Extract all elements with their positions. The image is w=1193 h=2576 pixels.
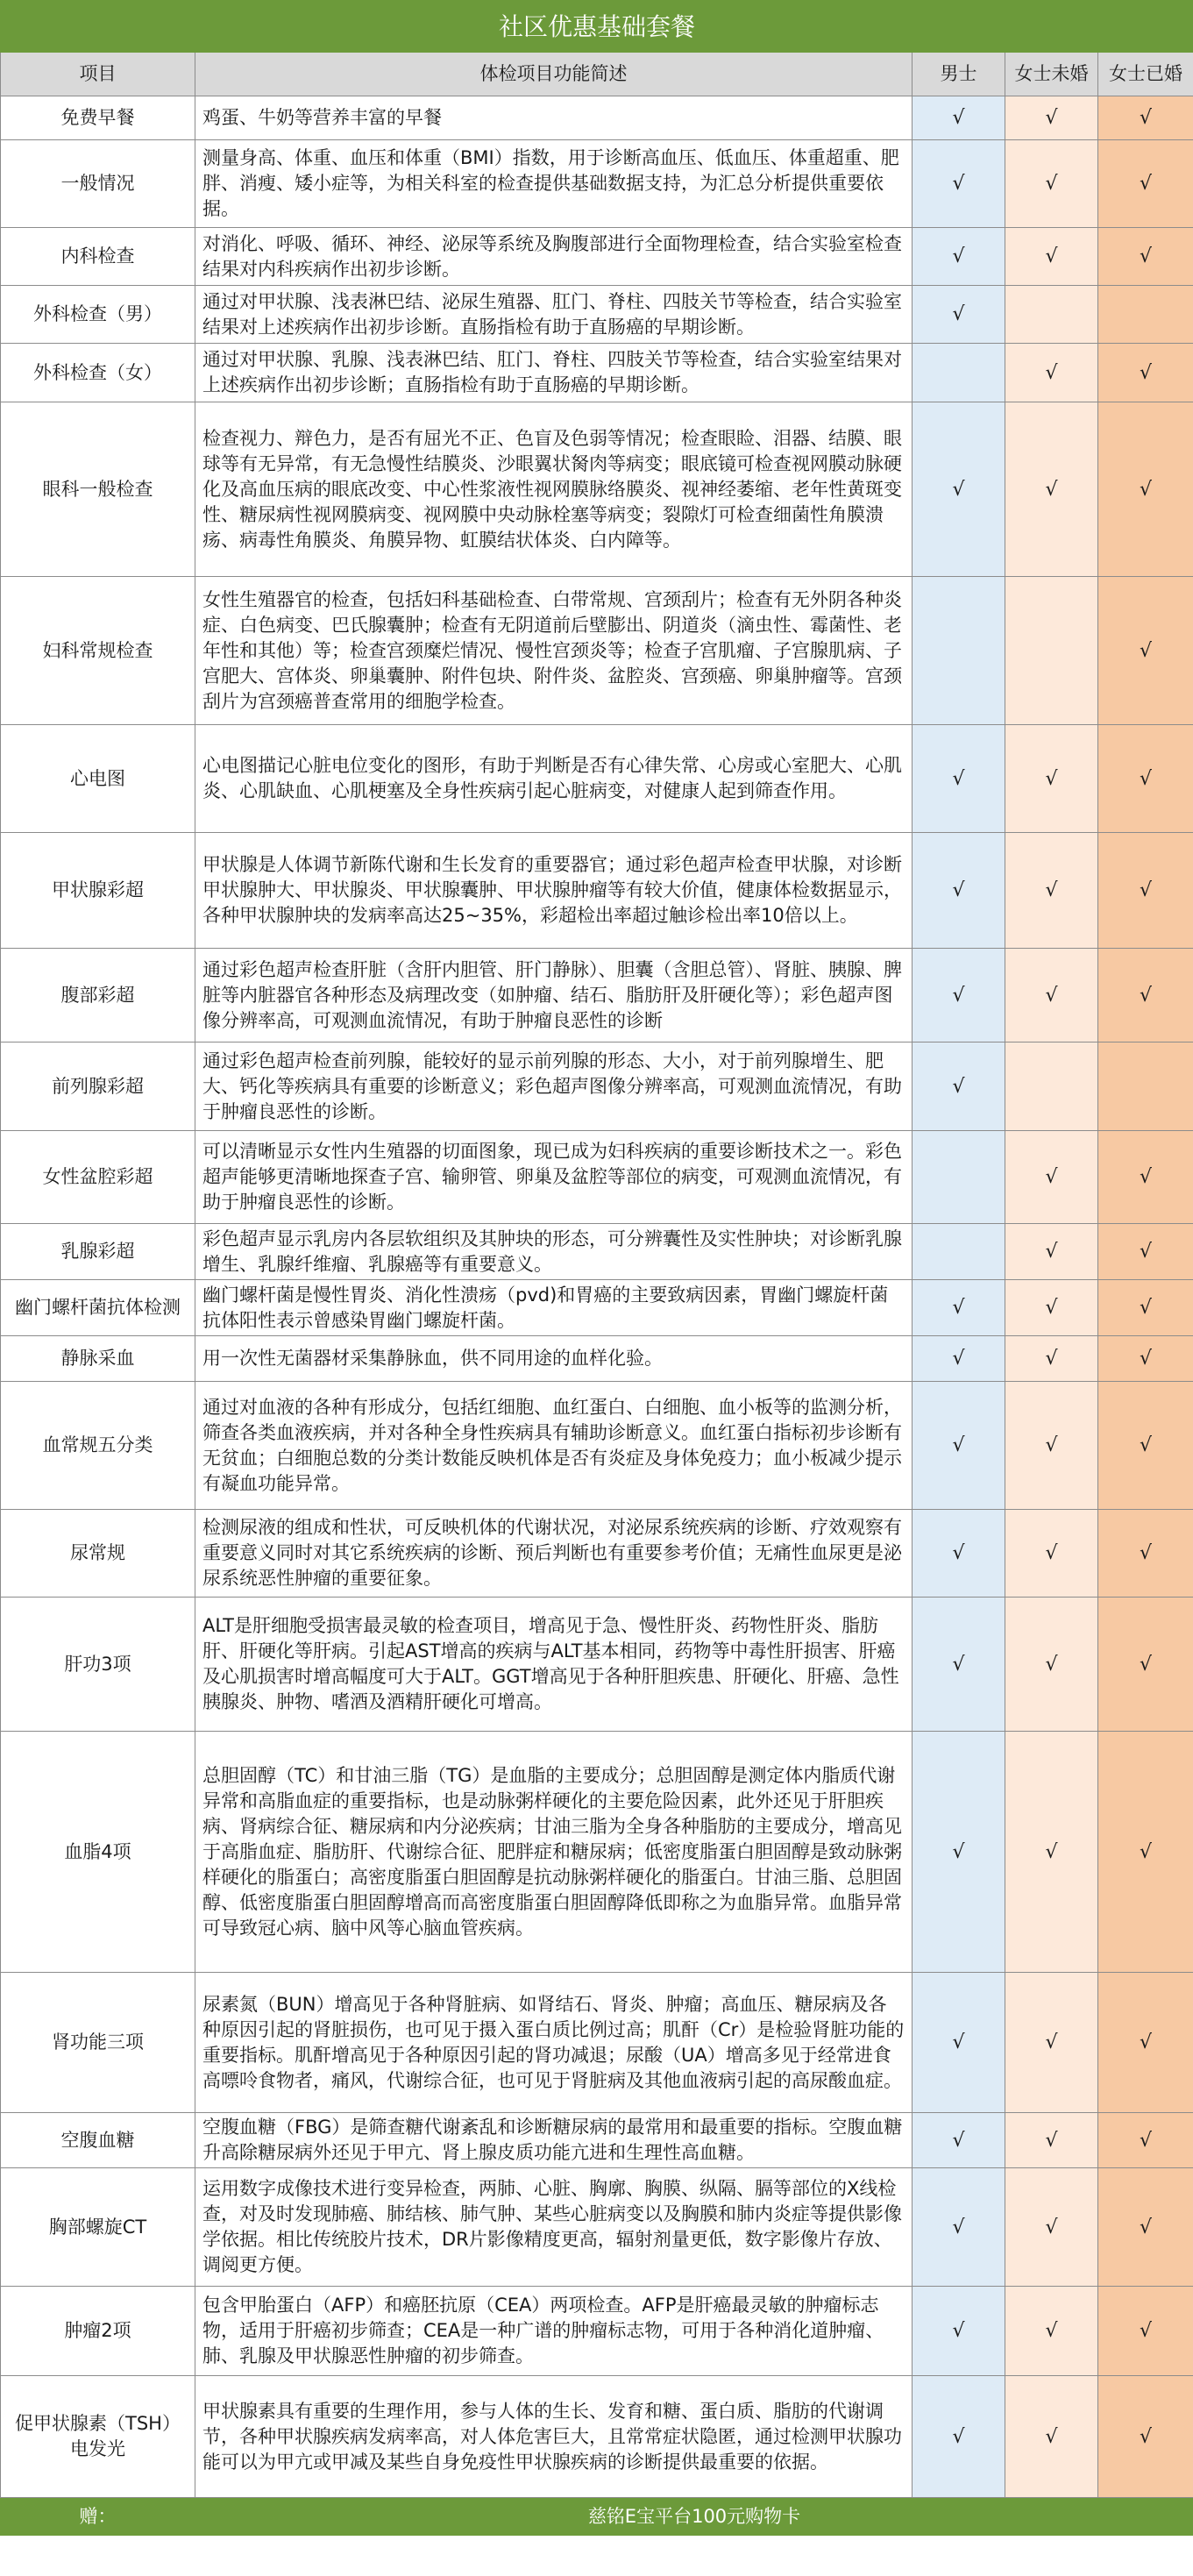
female-married-check: √ — [1098, 96, 1193, 140]
female-married-check: √ — [1098, 2287, 1193, 2376]
item-name: 幽门螺杆菌抗体检测 — [1, 1280, 195, 1336]
female-unmarried-check — [1005, 286, 1098, 344]
female-married-check: √ — [1098, 1336, 1193, 1382]
footer-label: 赠： — [1, 2498, 195, 2536]
female-married-check — [1098, 1042, 1193, 1131]
item-description: 心电图描记心脏电位变化的图形，有助于判断是否有心律失常、心房或心室肥大、心肌炎、心肌缺血、心肌梗塞及全身性疾病引起心脏病变，对健康人起到筛查作用。 — [195, 725, 913, 833]
table-row — [1, 2168, 1193, 2287]
male-check: √ — [913, 2113, 1005, 2168]
male-check: √ — [913, 2168, 1005, 2287]
item-description: 通过彩色超声检查肝脏（含肝内胆管、肝门静脉）、胆囊（含胆总管）、肾脏、胰腺、脾脏等内脏器官各种形态及病理改变（如肿瘤、结石、脂肪肝及肝硬化等）；彩色超声图像分辨率高，可观测血流情况，有助于肿瘤良恶性的诊断 — [195, 949, 913, 1042]
table-row — [1, 1280, 1193, 1336]
female-married-check: √ — [1098, 2113, 1193, 2168]
female-married-check: √ — [1098, 1598, 1193, 1732]
female-unmarried-check: √ — [1005, 2287, 1098, 2376]
item-name: 肝功3项 — [1, 1598, 195, 1732]
table-row — [1, 402, 1193, 577]
table-row — [1, 1510, 1193, 1598]
female-unmarried-check: √ — [1005, 1382, 1098, 1510]
female-unmarried-check: √ — [1005, 140, 1098, 228]
female-married-check: √ — [1098, 1280, 1193, 1336]
female-unmarried-check: √ — [1005, 833, 1098, 949]
item-description: 测量身高、体重、血压和体重（BMI）指数，用于诊断高血压、低血压、体重超重、肥胖、消瘦、矮小症等，为相关科室的检查提供基础数据支持，为汇总分析提供重要依据。 — [195, 140, 913, 228]
male-check: √ — [913, 1336, 1005, 1382]
item-name: 免费早餐 — [1, 96, 195, 140]
table-row — [1, 228, 1193, 286]
item-name: 女性盆腔彩超 — [1, 1131, 195, 1224]
female-unmarried-check: √ — [1005, 344, 1098, 402]
item-name: 尿常规 — [1, 1510, 195, 1598]
male-check: √ — [913, 402, 1005, 577]
female-married-check: √ — [1098, 228, 1193, 286]
female-married-check: √ — [1098, 1510, 1193, 1598]
item-description: 女性生殖器官的检查，包括妇科基础检查、白带常规、宫颈刮片；检查有无外阴各种炎症、白色病变、巴氏腺囊肿；检查有无阴道前后壁膨出、阴道炎（滴虫性、霉菌性、老年性和其他）等；检查宫颈糜烂情况、慢性宫颈炎等；检查子宫肌瘤、子宫腺肌病、子宫肥大、宫体炎、卵巢囊肿、附件包块、附件炎、盆腔炎、宫颈癌、卵巢肿瘤等。宫颈刮片为宫颈癌普查常用的细胞学检查。 — [195, 577, 913, 725]
table-row — [1, 96, 1193, 140]
table-row — [1, 1732, 1193, 1973]
female-married-check: √ — [1098, 1973, 1193, 2113]
item-name: 静脉采血 — [1, 1336, 195, 1382]
female-unmarried-check: √ — [1005, 1336, 1098, 1382]
male-check: √ — [913, 1280, 1005, 1336]
female-married-check: √ — [1098, 1732, 1193, 1973]
page-title: 社区优惠基础套餐 — [1, 1, 1193, 53]
male-check: √ — [913, 1510, 1005, 1598]
female-married-check: √ — [1098, 1224, 1193, 1280]
item-name: 血脂4项 — [1, 1732, 195, 1973]
item-name: 肾功能三项 — [1, 1973, 195, 2113]
item-description: 对消化、呼吸、循环、神经、泌尿等系统及胸腹部进行全面物理检查，结合实验室检查结果对内科疾病作出初步诊断。 — [195, 228, 913, 286]
female-unmarried-check: √ — [1005, 1973, 1098, 2113]
table-row — [1, 1131, 1193, 1224]
male-check: √ — [913, 2287, 1005, 2376]
table-body — [1, 96, 1193, 2498]
item-name: 血常规五分类 — [1, 1382, 195, 1510]
item-description: ALT是肝细胞受损害最灵敏的检查项目，增高见于急、慢性肝炎、药物性肝炎、脂肪肝、肝硬化等肝病。引起AST增高的疾病与ALT基本相同，药物等中毒性肝损害、肝癌及心肌损害时增高幅度可大于ALT。GGT增高见于各种肝胆疾患、肝硬化、肝癌、急性胰腺炎、肿物、嗜酒及酒精肝硬化可增高。 — [195, 1598, 913, 1732]
female-married-check: √ — [1098, 1131, 1193, 1224]
footer-row — [1, 2498, 1193, 2536]
item-description: 通过对血液的各种有形成分，包括红细胞、血红蛋白、白细胞、血小板等的监测分析，筛查各类血液疾病，并对各种全身性疾病具有辅助诊断意义。血红蛋白指标初步诊断有无贫血；白细胞总数的分类计数能反映机体是否有炎症及身体免疫力；血小板减少提示有凝血功能异常。 — [195, 1382, 913, 1510]
header-item: 项目 — [1, 53, 195, 96]
table-row — [1, 140, 1193, 228]
item-name: 胸部螺旋CT — [1, 2168, 195, 2287]
item-description: 甲状腺是人体调节新陈代谢和生长发育的重要器官；通过彩色超声检查甲状腺，对诊断甲状腺肿大、甲状腺炎、甲状腺囊肿、甲状腺肿瘤等有较大价值，健康体检数据显示，各种甲状腺肿块的发病率高达25~35%，彩超检出率超过触诊检出率10倍以上。 — [195, 833, 913, 949]
item-name: 空腹血糖 — [1, 2113, 195, 2168]
item-name: 外科检查（男） — [1, 286, 195, 344]
female-married-check: √ — [1098, 2376, 1193, 2498]
female-married-check: √ — [1098, 949, 1193, 1042]
item-description: 运用数字成像技术进行变异检查，两肺、心脏、胸廓、胸膜、纵隔、膈等部位的X线检查，对及时发现肺癌、肺结核、肺气肿、某些心脏病变以及胸膜和肺内炎症等提供影像学依据。相比传统胶片技术，DR片影像精度更高，辐射剂量更低，数字影像片存放、调阅更方便。 — [195, 2168, 913, 2287]
female-unmarried-check: √ — [1005, 96, 1098, 140]
header-desc: 体检项目功能简述 — [195, 53, 913, 96]
male-check — [913, 577, 1005, 725]
female-unmarried-check: √ — [1005, 2113, 1098, 2168]
female-unmarried-check: √ — [1005, 2168, 1098, 2287]
table-row — [1, 286, 1193, 344]
female-unmarried-check: √ — [1005, 2376, 1098, 2498]
female-married-check: √ — [1098, 402, 1193, 577]
table-row — [1, 1042, 1193, 1131]
female-unmarried-check: √ — [1005, 402, 1098, 577]
female-unmarried-check: √ — [1005, 725, 1098, 833]
female-married-check: √ — [1098, 2168, 1193, 2287]
item-name: 肿瘤2项 — [1, 2287, 195, 2376]
item-description: 鸡蛋、牛奶等营养丰富的早餐 — [195, 96, 913, 140]
item-name: 甲状腺彩超 — [1, 833, 195, 949]
item-name: 妇科常规检查 — [1, 577, 195, 725]
item-name: 心电图 — [1, 725, 195, 833]
item-description: 通过对甲状腺、乳腺、浅表淋巴结、肛门、脊柱、四肢关节等检查，结合实验室结果对上述疾病作出初步诊断；直肠指检有助于直肠癌的早期诊断。 — [195, 344, 913, 402]
male-check: √ — [913, 833, 1005, 949]
item-name: 腹部彩超 — [1, 949, 195, 1042]
male-check: √ — [913, 1973, 1005, 2113]
female-unmarried-check: √ — [1005, 1131, 1098, 1224]
female-unmarried-check: √ — [1005, 1280, 1098, 1336]
item-description: 甲状腺素具有重要的生理作用，参与人体的生长、发育和糖、蛋白质、脂肪的代谢调节，各种甲状腺疾病发病率高，对人体危害巨大，且常常症状隐匿，通过检测甲状腺功能可以为甲亢或甲减及某些自身免疫性甲状腺疾病的诊断提供最重要的依据。 — [195, 2376, 913, 2498]
male-check: √ — [913, 949, 1005, 1042]
item-description: 总胆固醇（TC）和甘油三脂（TG）是血脂的主要成分；总胆固醇是测定体内脂质代谢异常和高脂血症的重要指标，也是动脉粥样硬化的主要危险因素，此外还见于肝胆疾病、肾病综合征、糖尿病和内分泌疾病；甘油三脂为全身各种脂肪的主要成分，增高见于高脂血症、脂肪肝、代谢综合征、肥胖症和糖尿病；低密度脂蛋白胆固醇是致动脉粥样硬化的脂蛋白；高密度脂蛋白胆固醇是抗动脉粥样硬化的脂蛋白。甘油三脂、总胆固醇、低密度脂蛋白胆固醇增高而高密度脂蛋白胆固醇降低即称之为血脂异常。血脂异常可导致冠心病、脑中风等心脑血管疾病。 — [195, 1732, 913, 1973]
male-check: √ — [913, 1042, 1005, 1131]
table-row — [1, 725, 1193, 833]
item-name: 眼科一般检查 — [1, 402, 195, 577]
item-name: 内科检查 — [1, 228, 195, 286]
male-check — [913, 1131, 1005, 1224]
table-row — [1, 1973, 1193, 2113]
male-check: √ — [913, 140, 1005, 228]
item-description: 通过对甲状腺、浅表淋巴结、泌尿生殖器、肛门、脊柱、四肢关节等检查，结合实验室结果对上述疾病作出初步诊断。直肠指检有助于直肠癌的早期诊断。 — [195, 286, 913, 344]
header-female-unmarried: 女士未婚 — [1005, 53, 1098, 96]
item-description: 通过彩色超声检查前列腺，能较好的显示前列腺的形态、大小，对于前列腺增生、肥大、钙化等疾病具有重要的诊断意义；彩色超声图像分辨率高，可观测血流情况，有助于肿瘤良恶性的诊断。 — [195, 1042, 913, 1131]
female-unmarried-check — [1005, 1042, 1098, 1131]
item-description: 检查视力、辩色力，是否有屈光不正、色盲及色弱等情况；检查眼睑、泪器、结膜、眼球等有无异常，有无急慢性结膜炎、沙眼翼状胬肉等病变；眼底镜可检查视网膜动脉硬化及高血压病的眼底改变、中心性浆液性视网膜脉络膜炎、视神经萎缩、老年性黄斑变性、糖尿病性视网膜病变、视网膜中央动脉栓塞等病变；裂隙灯可检查细菌性角膜溃疡、病毒性角膜炎、角膜异物、虹膜结状体炎、白内障等。 — [195, 402, 913, 577]
female-married-check: √ — [1098, 140, 1193, 228]
male-check — [913, 344, 1005, 402]
female-unmarried-check — [1005, 577, 1098, 725]
female-married-check: √ — [1098, 833, 1193, 949]
table-row — [1, 1382, 1193, 1510]
item-description: 彩色超声显示乳房内各层软组织及其肿块的形态，可分辨囊性及实性肿块；对诊断乳腺增生、乳腺纤维瘤、乳腺癌等有重要意义。 — [195, 1224, 913, 1280]
footer-gift: 慈铭E宝平台100元购物卡 — [195, 2498, 1193, 2536]
male-check: √ — [913, 96, 1005, 140]
female-unmarried-check: √ — [1005, 1732, 1098, 1973]
table-row — [1, 949, 1193, 1042]
item-description: 空腹血糖（FBG）是筛查糖代谢紊乱和诊断糖尿病的最常用和最重要的指标。空腹血糖升高除糖尿病外还见于甲亢、肾上腺皮质功能亢进和生理性高血糖。 — [195, 2113, 913, 2168]
item-description: 可以清晰显示女性内生殖器的切面图象，现已成为妇科疾病的重要诊断技术之一。彩色超声能够更清晰地探查子宫、输卵管、卵巢及盆腔等部位的病变，可观测血流情况，有助于肿瘤良恶性的诊断。 — [195, 1131, 913, 1224]
table-row — [1, 577, 1193, 725]
female-married-check: √ — [1098, 725, 1193, 833]
female-married-check: √ — [1098, 344, 1193, 402]
header-row — [1, 53, 1193, 96]
item-description: 用一次性无菌器材采集静脉血，供不同用途的血样化验。 — [195, 1336, 913, 1382]
female-married-check: √ — [1098, 1382, 1193, 1510]
table-row — [1, 1224, 1193, 1280]
item-description: 包含甲胎蛋白（AFP）和癌胚抗原（CEA）两项检查。AFP是肝癌最灵敏的肿瘤标志物，适用于肝癌初步筛查；CEA是一种广谱的肿瘤标志物，可用于各种消化道肿瘤、肺、乳腺及甲状腺恶性肿瘤的初步筛查。 — [195, 2287, 913, 2376]
male-check: √ — [913, 1382, 1005, 1510]
male-check: √ — [913, 1598, 1005, 1732]
female-married-check — [1098, 286, 1193, 344]
table-row — [1, 2113, 1193, 2168]
male-check: √ — [913, 228, 1005, 286]
male-check: √ — [913, 1732, 1005, 1973]
item-name: 一般情况 — [1, 140, 195, 228]
header-male: 男士 — [913, 53, 1005, 96]
female-unmarried-check: √ — [1005, 1510, 1098, 1598]
male-check: √ — [913, 725, 1005, 833]
table-row — [1, 1336, 1193, 1382]
table-row — [1, 2376, 1193, 2498]
header-female-married: 女士已婚 — [1098, 53, 1193, 96]
female-married-check: √ — [1098, 577, 1193, 725]
female-unmarried-check: √ — [1005, 1224, 1098, 1280]
table-row — [1, 344, 1193, 402]
male-check: √ — [913, 2376, 1005, 2498]
female-unmarried-check: √ — [1005, 1598, 1098, 1732]
item-description: 尿素氮（BUN）增高见于各种肾脏病、如肾结石、肾炎、肿瘤；高血压、糖尿病及各种原因引起的肾脏损伤，也可见于摄入蛋白质比例过高；肌酐（Cr）是检验肾脏功能的重要指标。肌酐增高见于各种原因引起的肾功减退；尿酸（UA）增高多见于经常进食高嘌呤食物者，痛风，代谢综合征，也可见于肾脏病及其他血液病引起的高尿酸血症。 — [195, 1973, 913, 2113]
item-name: 促甲状腺素（TSH）电发光 — [1, 2376, 195, 2498]
female-unmarried-check: √ — [1005, 949, 1098, 1042]
table-row — [1, 1598, 1193, 1732]
item-description: 幽门螺杆菌是慢性胃炎、消化性溃疡（pvd)和胃癌的主要致病因素，胃幽门螺旋杆菌抗体阳性表示曾感染胃幽门螺旋杆菌。 — [195, 1280, 913, 1336]
table-row — [1, 833, 1193, 949]
male-check — [913, 1224, 1005, 1280]
female-unmarried-check: √ — [1005, 228, 1098, 286]
male-check: √ — [913, 286, 1005, 344]
item-description: 检测尿液的组成和性状，可反映机体的代谢状况，对泌尿系统疾病的诊断、疗效观察有重要意义同时对其它系统疾病的诊断、预后判断也有重要参考价值；无痛性血尿更是泌尿系统恶性肿瘤的重要征象。 — [195, 1510, 913, 1598]
table-row — [1, 2287, 1193, 2376]
item-name: 外科检查（女） — [1, 344, 195, 402]
title-row — [1, 1, 1193, 53]
item-name: 前列腺彩超 — [1, 1042, 195, 1131]
item-name: 乳腺彩超 — [1, 1224, 195, 1280]
